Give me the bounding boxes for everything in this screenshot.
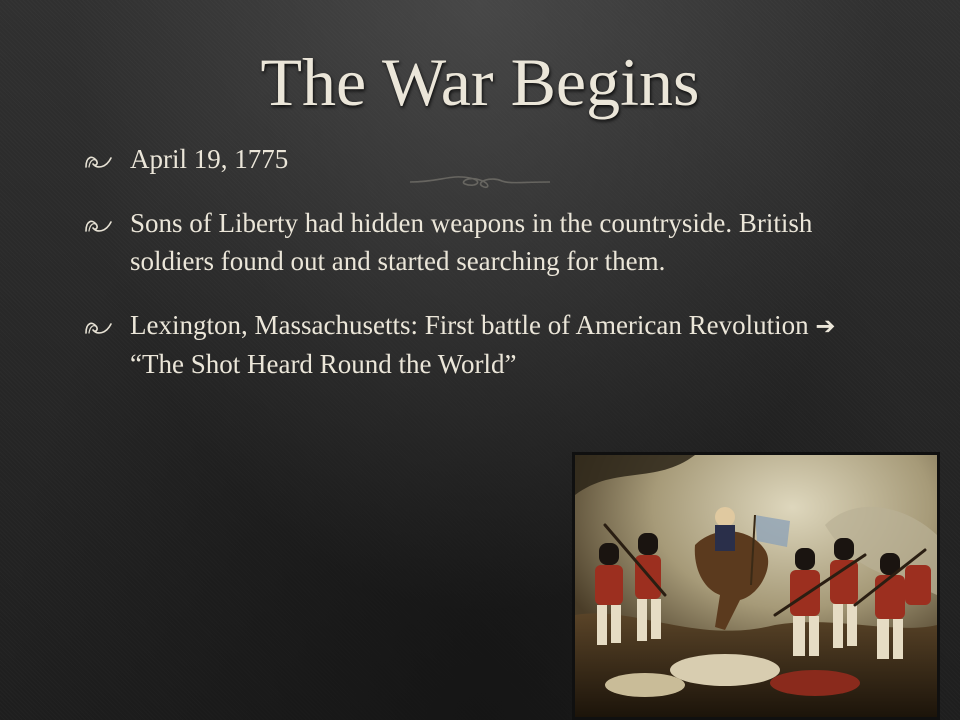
- bullet-item: [84, 140, 884, 178]
- battle-painting-image: [572, 452, 940, 720]
- bullet-text-quote: “The Shot Heard Round the World”: [130, 349, 517, 379]
- bullet-text: April 19, 1775: [130, 144, 289, 174]
- bullet-text: Sons of Liberty had hidden weapons in the countryside. British soldiers found out and started searching for them.: [130, 208, 813, 276]
- slide-title: The War Begins: [260, 44, 700, 120]
- double-scroll-bullet-icon: [84, 152, 114, 170]
- bullet-text: Lexington, Massachusetts: First battle of American Revolution: [130, 310, 816, 340]
- bullet-item: [84, 204, 884, 280]
- double-scroll-bullet-icon: [84, 216, 114, 234]
- painting-illustration: [575, 455, 937, 717]
- double-scroll-bullet-icon: [84, 318, 114, 336]
- bullet-list: [84, 140, 884, 409]
- bullet-item: [84, 306, 884, 383]
- right-arrow-icon: ➔: [815, 312, 836, 340]
